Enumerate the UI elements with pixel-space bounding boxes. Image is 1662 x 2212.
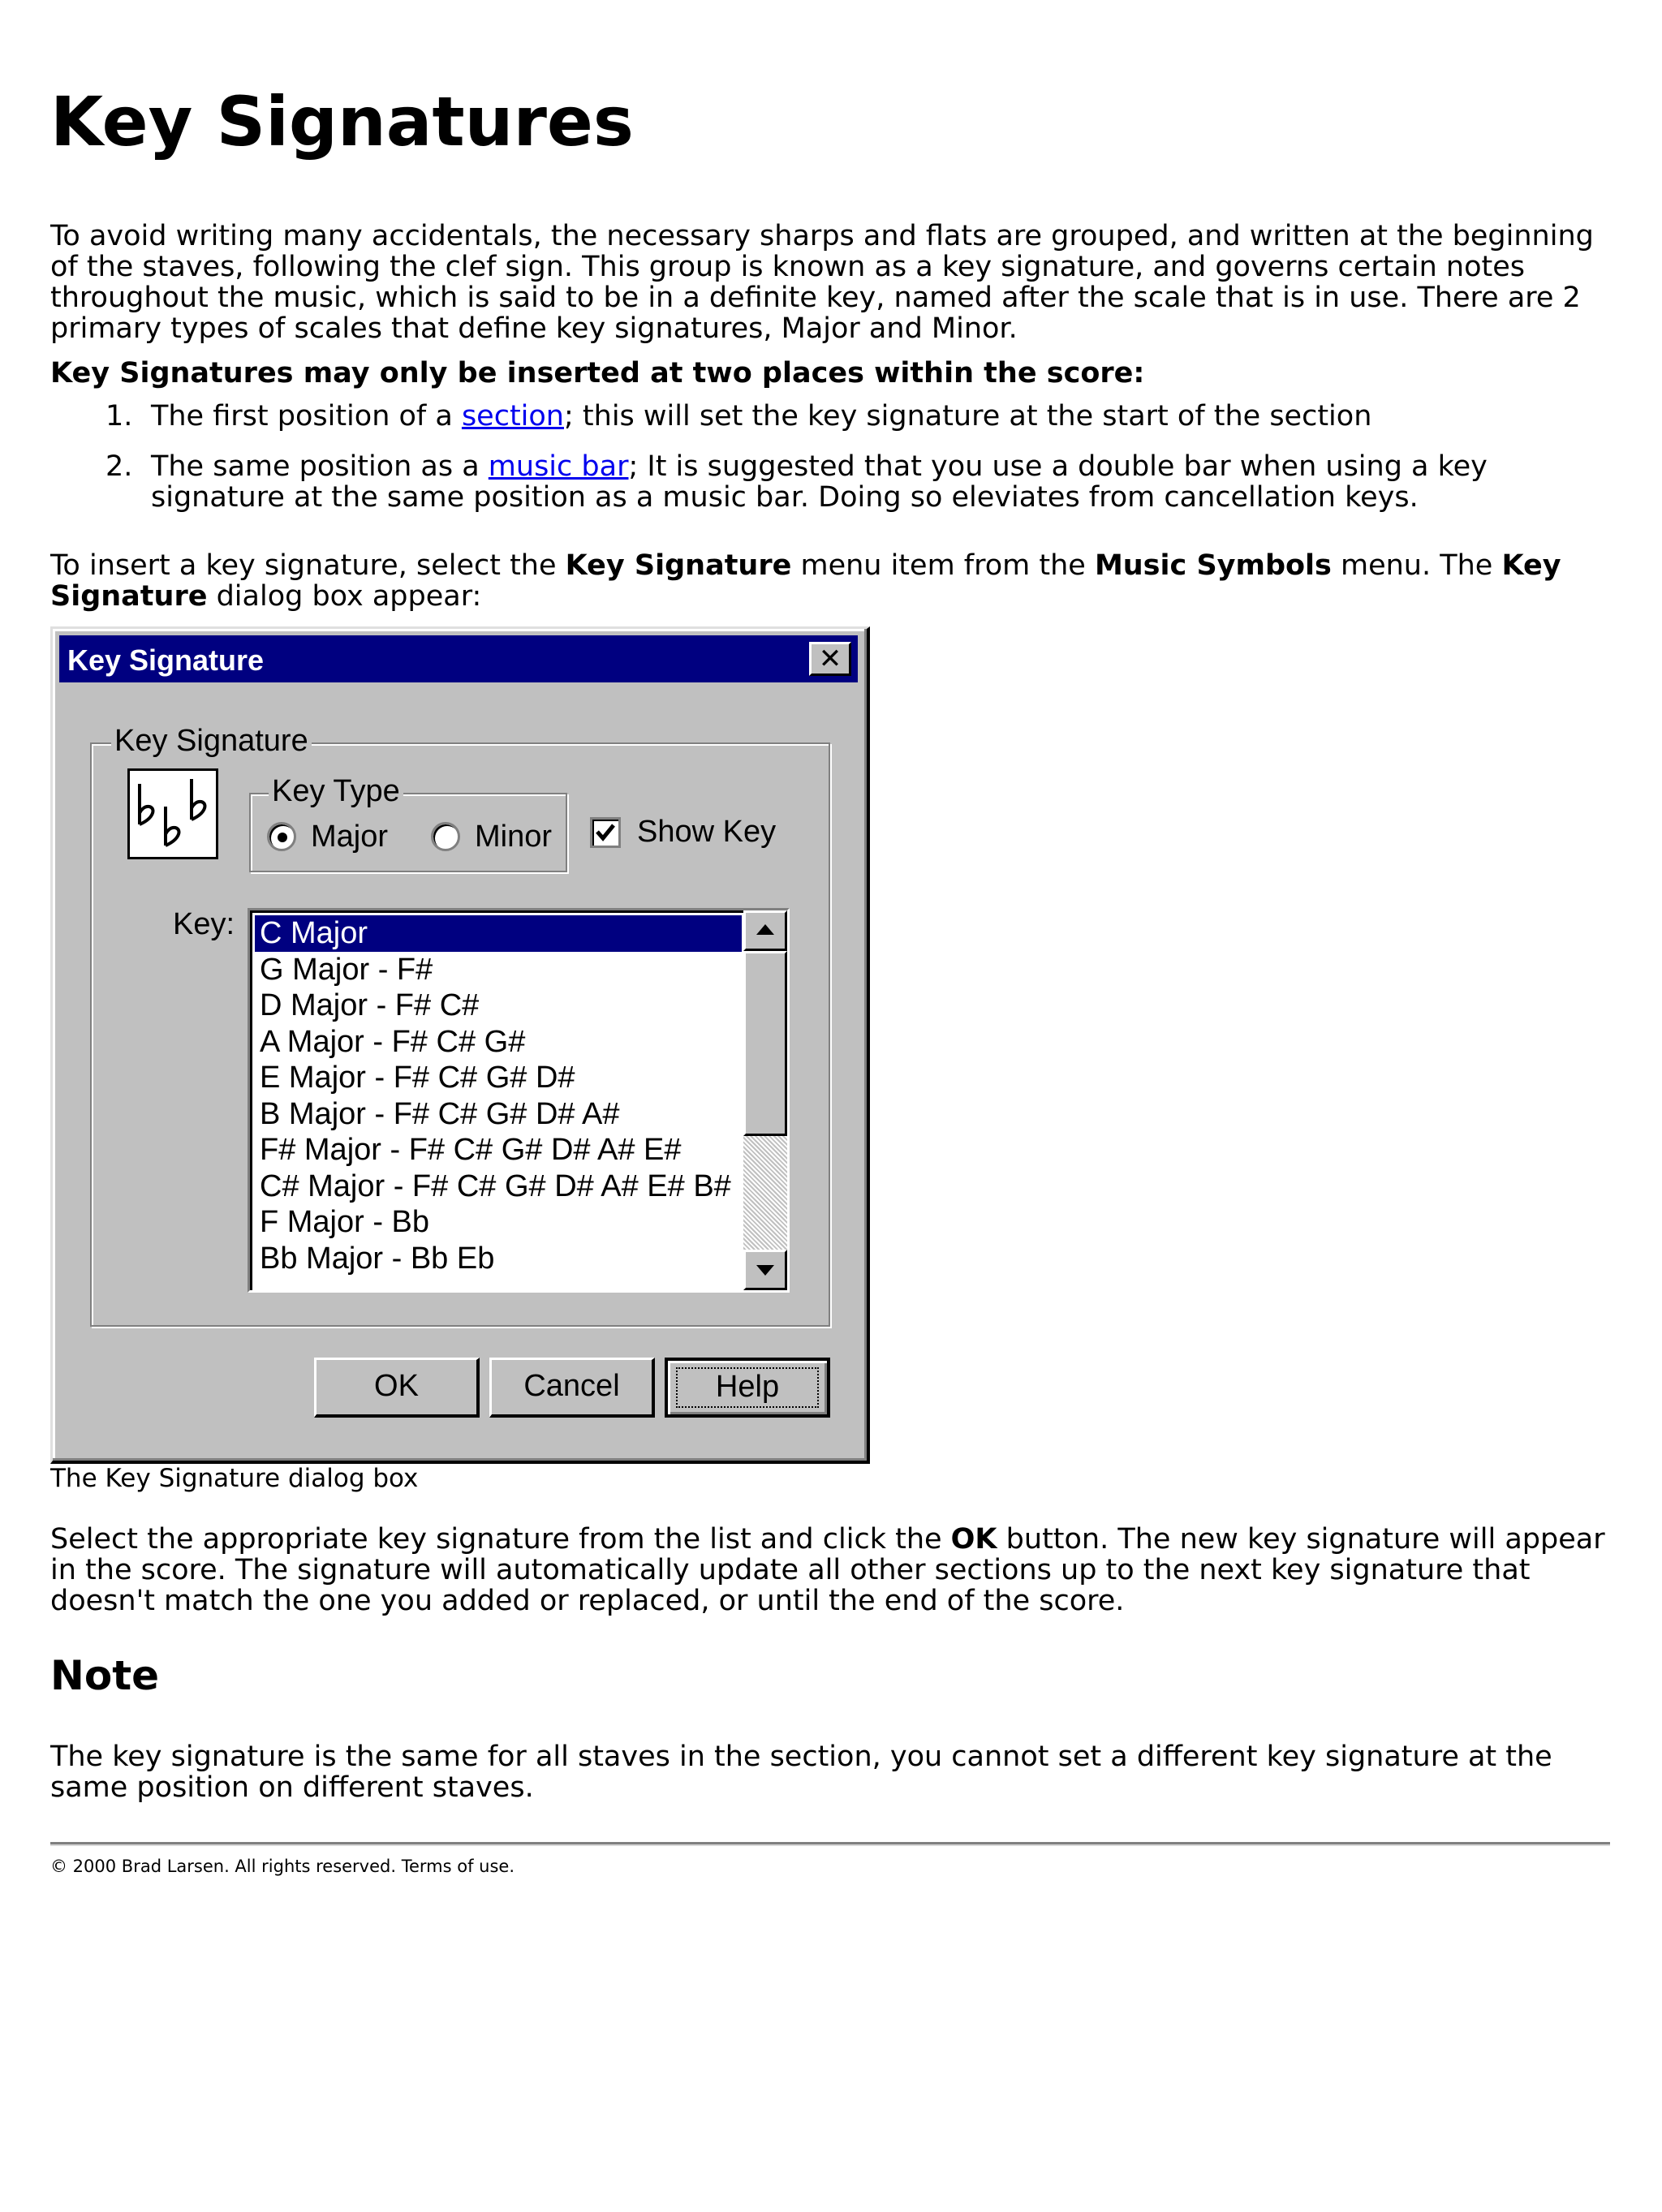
footer-copyright: © 2000 Brad Larsen. All rights reserved. Terms of use. [50,1857,515,1876]
key-list-item[interactable]: F# Major - F# C# G# D# A# E# [260,1133,682,1167]
key-list-item[interactable]: C# Major - F# C# G# D# A# E# B# [260,1168,731,1203]
list-text: ; this will set the key signature at the start of the section [564,400,1372,433]
minor-radio-label[interactable]: Minor [475,820,553,854]
key-listbox[interactable] [248,908,790,1293]
arrow-up-icon [756,924,774,935]
minor-radio[interactable] [431,822,460,851]
list-text: The first position of a [151,400,462,433]
figure-caption: The Key Signature dialog box [50,1464,419,1493]
list-text: ; It is suggested that you use a double bar when using a key signature at the same position as a music bar. Doing so eleviates from cancellation keys. [151,450,1488,514]
list-item [50,451,1617,513]
key-type-group-label: Key Type [269,775,403,807]
section-link[interactable]: section [461,400,564,433]
text: menu. The [1331,549,1502,582]
major-radio[interactable] [267,822,296,851]
close-icon[interactable]: ✕ [809,642,851,676]
menu-name: Music Symbols [1094,549,1332,582]
key-signature-dialog [50,626,870,1464]
scroll-up-button[interactable] [743,910,787,951]
footer-divider [50,1842,1610,1846]
list-number: 2. [105,450,133,483]
help-button[interactable] [665,1358,830,1418]
help-button-label: Help [715,1370,780,1404]
key-list-scrollbar[interactable] [743,910,787,1290]
insert-instructions [50,550,1617,612]
text: Select the appropriate key signature from the list and click the [50,1523,951,1556]
focus-rectangle [676,1367,819,1408]
list-number: 1. [105,400,133,433]
cancel-button[interactable]: Cancel [489,1358,655,1418]
text: button. The new key signature will appear in the score. The signature will automatically update all other sections up to the next key signature that doesn't match the one you added or replaced, or until the end of the score. [50,1523,1605,1617]
text: menu item from the [791,549,1095,582]
key-signature-group-label: Key Signature [111,725,312,757]
dialog-title: Key Signature [67,643,265,677]
ok-reference: OK [950,1523,997,1556]
select-instructions [50,1524,1617,1616]
arrow-down-icon [756,1265,774,1276]
radio-selected-dot [278,833,287,842]
text: dialog box appear: [207,580,482,613]
list-item [50,401,1617,432]
dialog-name: Key Signature [50,549,1561,613]
scroll-down-button[interactable] [743,1250,787,1290]
intro-paragraph: To avoid writing many accidentals, the necessary sharps and flats are grouped, and written at the beginning of the staves, following the clef sign. This group is known as a key signature, and governs certain notes throughout the music, which is said to be in a definite key, named after the scale that is in use. There are 2 primary types of scales that define key signatures, Major and Minor. [50,220,1594,345]
key-list-item[interactable]: G Major - F# [260,952,433,987]
insert-rule-heading: Key Signatures may only be inserted at two places within the score: [50,357,1145,389]
insert-positions-list [50,401,1617,532]
page-title: Key Signatures [50,82,634,161]
scroll-thumb[interactable] [743,951,787,1136]
ok-button[interactable]: OK [314,1358,480,1418]
note-paragraph: The key signature is the same for all staves in the section, you cannot set a different key signature at the same position on different staves. [50,1741,1552,1804]
major-radio-label[interactable]: Major [311,820,389,854]
key-list-item[interactable]: F Major - Bb [260,1205,430,1239]
key-list-item[interactable]: E Major - F# C# G# D# [260,1061,575,1095]
music-bar-link[interactable]: music bar [488,450,629,483]
key-preview-flats-icon [127,768,218,859]
note-heading: Note [50,1652,160,1699]
key-list-item[interactable]: A Major - F# C# G# [260,1024,526,1059]
show-key-checkbox[interactable] [590,817,621,848]
list-text: The same position as a [151,450,489,483]
checkmark-icon [592,820,618,846]
menu-item-name: Key Signature [565,549,792,582]
dialog-titlebar[interactable] [59,635,858,682]
key-list-item[interactable]: C Major [255,915,742,952]
key-list-item[interactable]: Bb Major - Bb Eb [260,1241,495,1276]
text: To insert a key signature, select the [50,549,566,582]
key-list-label: Key: [173,907,235,941]
key-list-items [255,915,742,1276]
key-list-item[interactable]: D Major - F# C# [260,988,480,1022]
show-key-label[interactable]: Show Key [637,815,777,849]
key-list-item[interactable]: B Major - F# C# G# D# A# [260,1096,620,1131]
